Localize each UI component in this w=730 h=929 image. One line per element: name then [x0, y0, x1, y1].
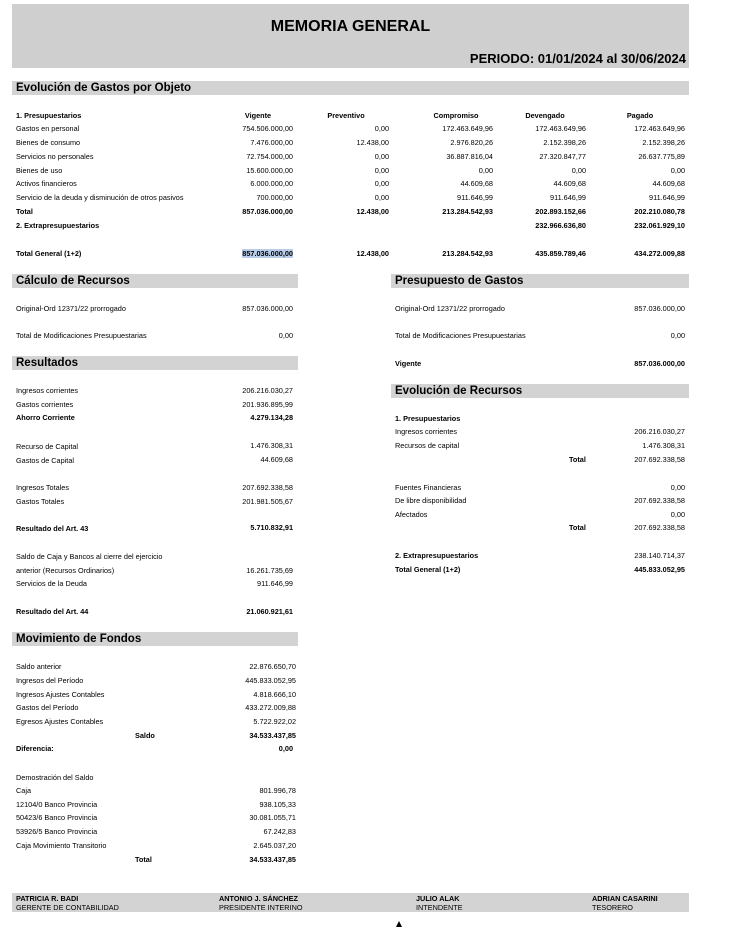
- gastos-header-5: Pagado: [626, 111, 654, 120]
- res-art44-label: Resultado del Art. 44: [16, 607, 89, 616]
- res-ingresos-tot-label: Ingresos Totales: [16, 483, 70, 492]
- rec-presup-label: 1. Presupuestarios: [395, 414, 461, 423]
- gastos-total-general-cell: 857.036.000,00: [242, 249, 293, 258]
- res-ingresos-tot-value: 207.692.338,58: [242, 483, 293, 492]
- vigente-label: Vigente: [395, 359, 422, 368]
- demo-row-label: 12104/0 Banco Provincia: [16, 800, 98, 809]
- gastos-cell: 700.000,00: [256, 193, 293, 202]
- rec-ingresos-corr-value: 206.216.030,27: [634, 427, 685, 436]
- gastos-cell: 2.152.398,26: [642, 138, 685, 147]
- gastos-cell: 213.284.542,93: [442, 207, 493, 216]
- gastos-total-general-cell: 12.438,00: [356, 249, 389, 258]
- fondos-saldo-value: 34.533.437,85: [249, 731, 296, 740]
- demo-row-value: 2.645.037,20: [253, 841, 296, 850]
- res-art43-value: 5.710.832,91: [250, 523, 293, 532]
- res-ahorro-label: Ahorro Corriente: [16, 413, 75, 422]
- gastos-cell: 202.893.152,66: [535, 207, 586, 216]
- gastos-cell: 0,00: [374, 124, 389, 133]
- fondos-row-label: Ingresos Ajustes Contables: [16, 690, 105, 699]
- gastos-row-label: Servicio de la deuda y disminución de otros pasivos: [16, 193, 184, 202]
- res-saldo-caja-value: 16.261.735,69: [246, 566, 293, 575]
- fondos-row-label: Gastos del Período: [16, 703, 79, 712]
- fondos-diferencia-label: Diferencia:: [16, 744, 54, 753]
- rec-fuentes-label: Fuentes Financieras: [395, 483, 462, 492]
- section-resultados-title: Resultados: [12, 356, 298, 370]
- gastos-cell: 172.463.649,96: [442, 124, 493, 133]
- gastos-total-general-cell: 435.859.789,46: [535, 249, 586, 258]
- demo-row-value: 67.242,83: [263, 827, 296, 836]
- gastos-cell: 232.061.929,10: [634, 221, 685, 230]
- rec-total2-value: 207.692.338,58: [634, 523, 685, 532]
- rec-total1-value: 207.692.338,58: [634, 455, 685, 464]
- res-serv-deuda-value: 911.646,99: [257, 579, 293, 588]
- signature-role: GERENTE DE CONTABILIDAD: [16, 903, 119, 912]
- res-gastos-capital-label: Gastos de Capital: [16, 456, 75, 465]
- res-serv-deuda-label: Servicios de la Deuda: [16, 579, 87, 588]
- gastos-cell: 72.754.000,00: [246, 152, 293, 161]
- gastos-cell: 754.506.000,00: [242, 124, 293, 133]
- rec-afectados-value: 0,00: [670, 510, 685, 519]
- gastos-cell: 44.609,68: [652, 179, 685, 188]
- fondos-row-value: 5.722.922,02: [253, 717, 296, 726]
- rec-afectados-label: Afectados: [395, 510, 428, 519]
- demo-row-value: 938.105,33: [259, 800, 296, 809]
- demo-row-value: 30.081.055,71: [249, 813, 296, 822]
- rec-extra-label: 2. Extrapresupuestarios: [395, 551, 479, 560]
- presupuesto-modif-label: Total de Modificaciones Presupuestarias: [395, 331, 526, 340]
- signature-role: PRESIDENTE INTERINO: [219, 903, 303, 912]
- fondos-row-value: 445.833.052,95: [245, 676, 296, 685]
- gastos-cell: 44.609,68: [460, 179, 493, 188]
- fondos-total-label: Total: [135, 855, 152, 864]
- demo-row-label: 53926/5 Banco Provincia: [16, 827, 98, 836]
- rec-ingresos-corr-label: Ingresos corrientes: [395, 427, 458, 436]
- gastos-header-0: 1. Presupuestarios: [16, 111, 82, 120]
- gastos-row-label: Gastos en personal: [16, 124, 80, 133]
- demo-row-label: Caja: [16, 786, 32, 795]
- period-label: PERIODO: 01/01/2024 al 30/06/2024: [469, 51, 686, 66]
- signature-name: JULIO ALAK: [416, 894, 460, 903]
- gastos-header-4: Devengado: [525, 111, 565, 120]
- section-presupuesto-title: Presupuesto de Gastos: [391, 274, 689, 288]
- res-ahorro-value: 4.279.134,28: [250, 413, 293, 422]
- signature-name: PATRICIA R. BADI: [16, 894, 79, 903]
- gastos-cell: 2.152.398,26: [543, 138, 586, 147]
- gastos-cell: 0,00: [571, 166, 586, 175]
- res-gastos-corr-value: 201.936.895,99: [242, 400, 293, 409]
- signature-name: ADRIAN CASARINI: [592, 894, 658, 903]
- fondos-row-value: 22.876.650,70: [249, 662, 296, 671]
- gastos-cell: 27.320.847,77: [539, 152, 586, 161]
- gastos-cell: 202.210.080,78: [634, 207, 685, 216]
- gastos-header-2: Preventivo: [327, 111, 365, 120]
- gastos-header-1: Vigente: [244, 111, 272, 120]
- fondos-demo-label: Demostración del Saldo: [16, 773, 94, 782]
- gastos-cell: 12.438,00: [356, 207, 389, 216]
- res-ingresos-corr-value: 206.216.030,27: [242, 386, 293, 395]
- vigente-value: 857.036.000,00: [634, 359, 685, 368]
- gastos-row-label: 2. Extrapresupuestarios: [16, 221, 100, 230]
- rec-recursos-cap-value: 1.476.308,31: [642, 441, 685, 450]
- gastos-row-label: Servicios no personales: [16, 152, 94, 161]
- gastos-cell: 0,00: [374, 152, 389, 161]
- res-recurso-capital-value: 1.476.308,31: [250, 441, 293, 450]
- gastos-cell: 232.966.636,80: [535, 221, 586, 230]
- gastos-cell: 6.000.000,00: [250, 179, 293, 188]
- fondos-diferencia-value: 0,00: [278, 744, 293, 753]
- gastos-total-general-cell: 213.284.542,93: [442, 249, 493, 258]
- res-art43-label: Resultado del Art. 43: [16, 524, 89, 533]
- res-gastos-tot-label: Gastos Totales: [16, 497, 65, 506]
- gastos-cell: 0,00: [374, 179, 389, 188]
- gastos-cell: 911.646,99: [550, 193, 586, 202]
- demo-row-label: Caja Movimiento Transitorio: [16, 841, 107, 850]
- gastos-cell: 2.976.820,26: [450, 138, 493, 147]
- gastos-total-general-label: Total General (1+2): [16, 249, 82, 258]
- presupuesto-original-label: Original-Ord 12371/22 prorrogado: [395, 304, 505, 313]
- gastos-cell: 911.646,99: [649, 193, 685, 202]
- gastos-row-label: Activos financieros: [16, 179, 77, 188]
- rec-total-general-value: 445.833.052,95: [634, 565, 685, 574]
- gastos-cell: 911.646,99: [457, 193, 493, 202]
- gastos-total-general-cell: 434.272.009,88: [634, 249, 685, 258]
- fondos-row-value: 433.272.009,88: [245, 703, 296, 712]
- demo-row-label: 50423/6 Banco Provincia: [16, 813, 98, 822]
- gastos-cell: 15.600.000,00: [246, 166, 293, 175]
- calculo-modif-value: 0,00: [278, 331, 293, 340]
- gastos-row-label: Bienes de consumo: [16, 138, 81, 147]
- section-recursos-title: Evolución de Recursos: [391, 384, 689, 398]
- fondos-row-label: Egresos Ajustes Contables: [16, 717, 104, 726]
- calculo-original-value: 857.036.000,00: [242, 304, 293, 313]
- rec-fuentes-value: 0,00: [670, 483, 685, 492]
- gastos-cell: 857.036.000,00: [242, 207, 293, 216]
- fondos-total-value: 34.533.437,85: [249, 855, 296, 864]
- signature-role: INTENDENTE: [416, 903, 463, 912]
- fondos-row-label: Saldo anterior: [16, 662, 62, 671]
- signature-role: TESORERO: [592, 903, 633, 912]
- fondos-row-label: Ingresos del Período: [16, 676, 84, 685]
- res-saldo-caja-line2: anterior (Recursos Ordinarios): [16, 566, 115, 575]
- gastos-row-label: Bienes de uso: [16, 166, 63, 175]
- res-saldo-caja-line1: Saldo de Caja y Bancos al cierre del ejercicio: [16, 552, 163, 561]
- gastos-cell: 0,00: [374, 166, 389, 175]
- gastos-cell: 7.476.000,00: [250, 138, 293, 147]
- res-gastos-corr-label: Gastos corrientes: [16, 400, 74, 409]
- rec-recursos-cap-label: Recursos de capital: [395, 441, 460, 450]
- gastos-cell: 0,00: [478, 166, 493, 175]
- gastos-cell: 36.887.816,04: [446, 152, 493, 161]
- rec-total1-label: Total: [569, 455, 586, 464]
- gastos-cell: 172.463.649,96: [535, 124, 586, 133]
- rec-total-general-label: Total General (1+2): [395, 565, 461, 574]
- rec-libre-label: De libre disponibilidad: [395, 496, 467, 505]
- rec-total2-label: Total: [569, 523, 586, 532]
- gastos-cell: 0,00: [374, 193, 389, 202]
- rec-libre-value: 207.692.338,58: [634, 496, 685, 505]
- demo-row-value: 801.996,78: [259, 786, 296, 795]
- gastos-row-label: Total: [16, 207, 33, 216]
- rec-extra-value: 238.140.714,37: [634, 551, 685, 560]
- section-fondos-title: Movimiento de Fondos: [12, 632, 298, 646]
- res-recurso-capital-label: Recurso de Capital: [16, 442, 79, 451]
- signature-name: ANTONIO J. SÁNCHEZ: [219, 894, 298, 903]
- presupuesto-original-value: 857.036.000,00: [634, 304, 685, 313]
- res-art44-value: 21.060.921,61: [246, 607, 293, 616]
- calculo-modif-label: Total de Modificaciones Presupuestarias: [16, 331, 147, 340]
- gastos-cell: 172.463.649,96: [634, 124, 685, 133]
- cursor-caret-icon: [396, 921, 402, 927]
- page-title: MEMORIA GENERAL: [270, 18, 431, 35]
- gastos-cell: 12.438,00: [356, 138, 389, 147]
- gastos-cell: 44.609,68: [553, 179, 586, 188]
- presupuesto-modif-value: 0,00: [670, 331, 685, 340]
- section-calculo-title: Cálculo de Recursos: [12, 274, 298, 288]
- res-gastos-tot-value: 201.981.505,67: [242, 497, 293, 506]
- fondos-saldo-label: Saldo: [135, 731, 155, 740]
- res-gastos-capital-value: 44.609,68: [260, 455, 293, 464]
- fondos-row-value: 4.818.666,10: [253, 690, 296, 699]
- gastos-cell: 26.637.775,89: [638, 152, 685, 161]
- gastos-cell: 0,00: [670, 166, 685, 175]
- gastos-header-3: Compromiso: [433, 111, 479, 120]
- section-gastos-title: Evolución de Gastos por Objeto: [12, 81, 689, 95]
- res-ingresos-corr-label: Ingresos corrientes: [16, 386, 79, 395]
- calculo-original-label: Original-Ord 12371/22 prorrogado: [16, 304, 126, 313]
